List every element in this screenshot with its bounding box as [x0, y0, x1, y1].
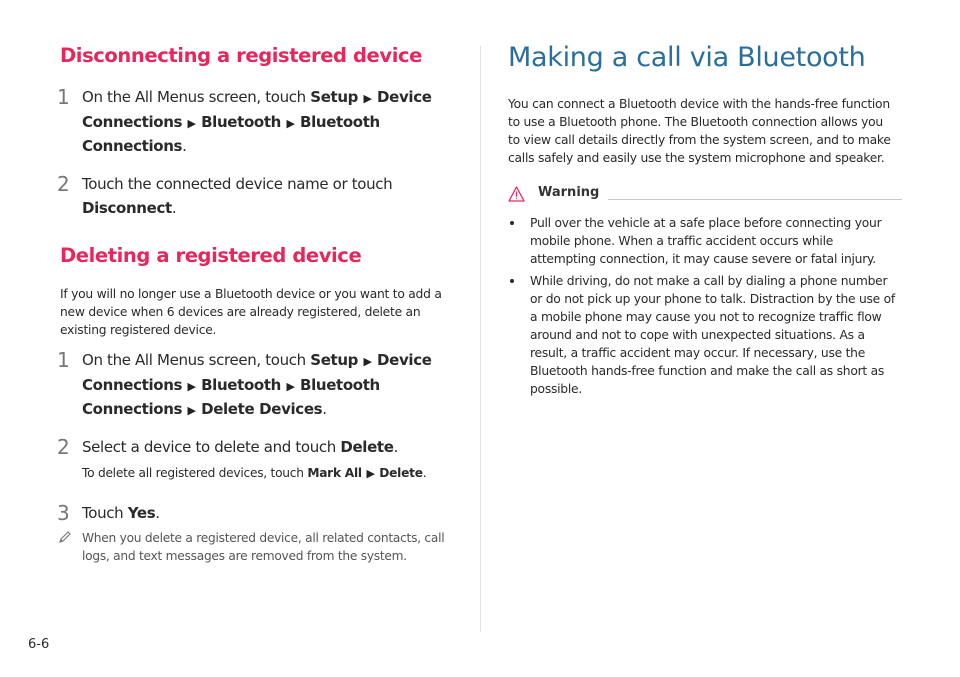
menu-bluetooth: Bluetooth [201, 375, 282, 394]
pencil-icon [58, 530, 72, 544]
menu-delete: Delete [379, 466, 423, 480]
menu-yes: Yes [127, 504, 156, 522]
step-number: 2 [57, 435, 70, 459]
triangle-right-icon: ▶ [286, 379, 295, 393]
note-text: When you delete a registered device, all related contacts, call logs, and text messages are removed from the system. [82, 531, 445, 563]
disconnect-step-2 [57, 172, 460, 220]
step-text [82, 436, 460, 460]
triangle-right-icon: ▶ [366, 467, 375, 480]
step-text-end: . [182, 137, 187, 155]
step-text-plain: Select a device to delete and touch [82, 438, 341, 456]
step-text [82, 173, 460, 220]
step-text [82, 502, 460, 526]
section-heading-delete: Deleting a registered device [60, 244, 362, 267]
step-text [82, 349, 460, 423]
triangle-right-icon: ▶ [187, 379, 196, 393]
menu-mark-all: Mark All [307, 466, 362, 480]
step-number: 1 [57, 348, 70, 372]
disconnect-step-1 [57, 85, 460, 159]
step-number: 1 [57, 85, 70, 109]
warning-item [508, 214, 898, 268]
menu-bluetooth-connections: Bluetooth Connections [82, 375, 380, 418]
delete-step-2-subnote [82, 464, 426, 483]
bullet-dot [510, 221, 514, 225]
menu-bluetooth: Bluetooth [201, 112, 282, 131]
warning-item-text: Pull over the vehicle at a safe place before connecting your mobile phone. When a traffic accident occurs while attempting connection, it may cause severe or fatal injury. [530, 216, 882, 266]
column-divider [480, 46, 481, 632]
menu-delete: Delete [340, 438, 394, 456]
delete-intro: If you will no longer use a Bluetooth device or you want to add a new device when 6 devices are already registered, delete an existing registered device. [60, 287, 442, 337]
warning-item [508, 272, 898, 398]
subnote-end: . [422, 466, 427, 480]
step-text-plain: On the All Menus screen, touch [82, 351, 311, 369]
triangle-right-icon: ▶ [363, 355, 372, 368]
step-text-end: . [171, 198, 177, 217]
warning-triangle-icon [508, 186, 525, 202]
step-number: 3 [57, 501, 70, 525]
subnote-plain: To delete all registered devices, touch [82, 466, 308, 480]
step-text-end: . [322, 400, 327, 418]
delete-step-1 [57, 348, 460, 423]
triangle-right-icon: ▶ [286, 116, 295, 130]
step-text-plain: Touch [82, 504, 128, 522]
step-text [82, 86, 460, 159]
warning-header [508, 184, 903, 204]
step-text-plain: On the All Menus screen, touch [82, 88, 311, 106]
triangle-right-icon: ▶ [363, 92, 372, 105]
step-number: 2 [57, 172, 70, 196]
triangle-right-icon: ▶ [187, 404, 196, 417]
delete-step-2 [57, 435, 460, 460]
menu-disconnect: Disconnect [82, 198, 172, 217]
menu-setup: Setup [310, 351, 359, 369]
page-title: Making a call via Bluetooth [508, 42, 866, 73]
warning-list [508, 214, 898, 402]
menu-device-connections: Device Connections [82, 351, 432, 394]
bluetooth-call-intro: You can connect a Bluetooth device with the hands-free function to use a Bluetooth phone. The Bluetooth connection allows you to view call details directly from the system screen, and to make calls safely and easily use the system microphone and speaker. [508, 97, 891, 165]
page-number: 6-6 [28, 637, 50, 652]
warning-item-text: While driving, do not make a call by dialing a phone number or do not pick up your phone to talk. Distraction by the use of a mobile phone may cause you not to recognize traffic flow around and not to cope with unexpected situations. As a result, a traffic accident may occur. If necessary, use the Bluetooth hands-free function and make the call as short as possible. [530, 274, 895, 396]
step-text-end: . [155, 504, 160, 522]
step-text-end: . [393, 438, 398, 456]
delete-note [60, 529, 455, 565]
warning-label: Warning [538, 185, 600, 200]
bullet-dot [510, 279, 514, 283]
section-heading-disconnect: Disconnecting a registered device [60, 44, 422, 67]
delete-step-3 [57, 501, 460, 526]
menu-delete-devices: Delete Devices [201, 400, 323, 418]
menu-device-connections: Device Connections [82, 88, 432, 131]
triangle-right-icon: ▶ [187, 116, 196, 130]
menu-bluetooth-connections: Bluetooth Connections [82, 112, 380, 155]
step-text-plain: Touch the connected device name or touch [82, 175, 393, 193]
warning-rule [608, 199, 902, 200]
menu-setup: Setup [310, 88, 359, 106]
